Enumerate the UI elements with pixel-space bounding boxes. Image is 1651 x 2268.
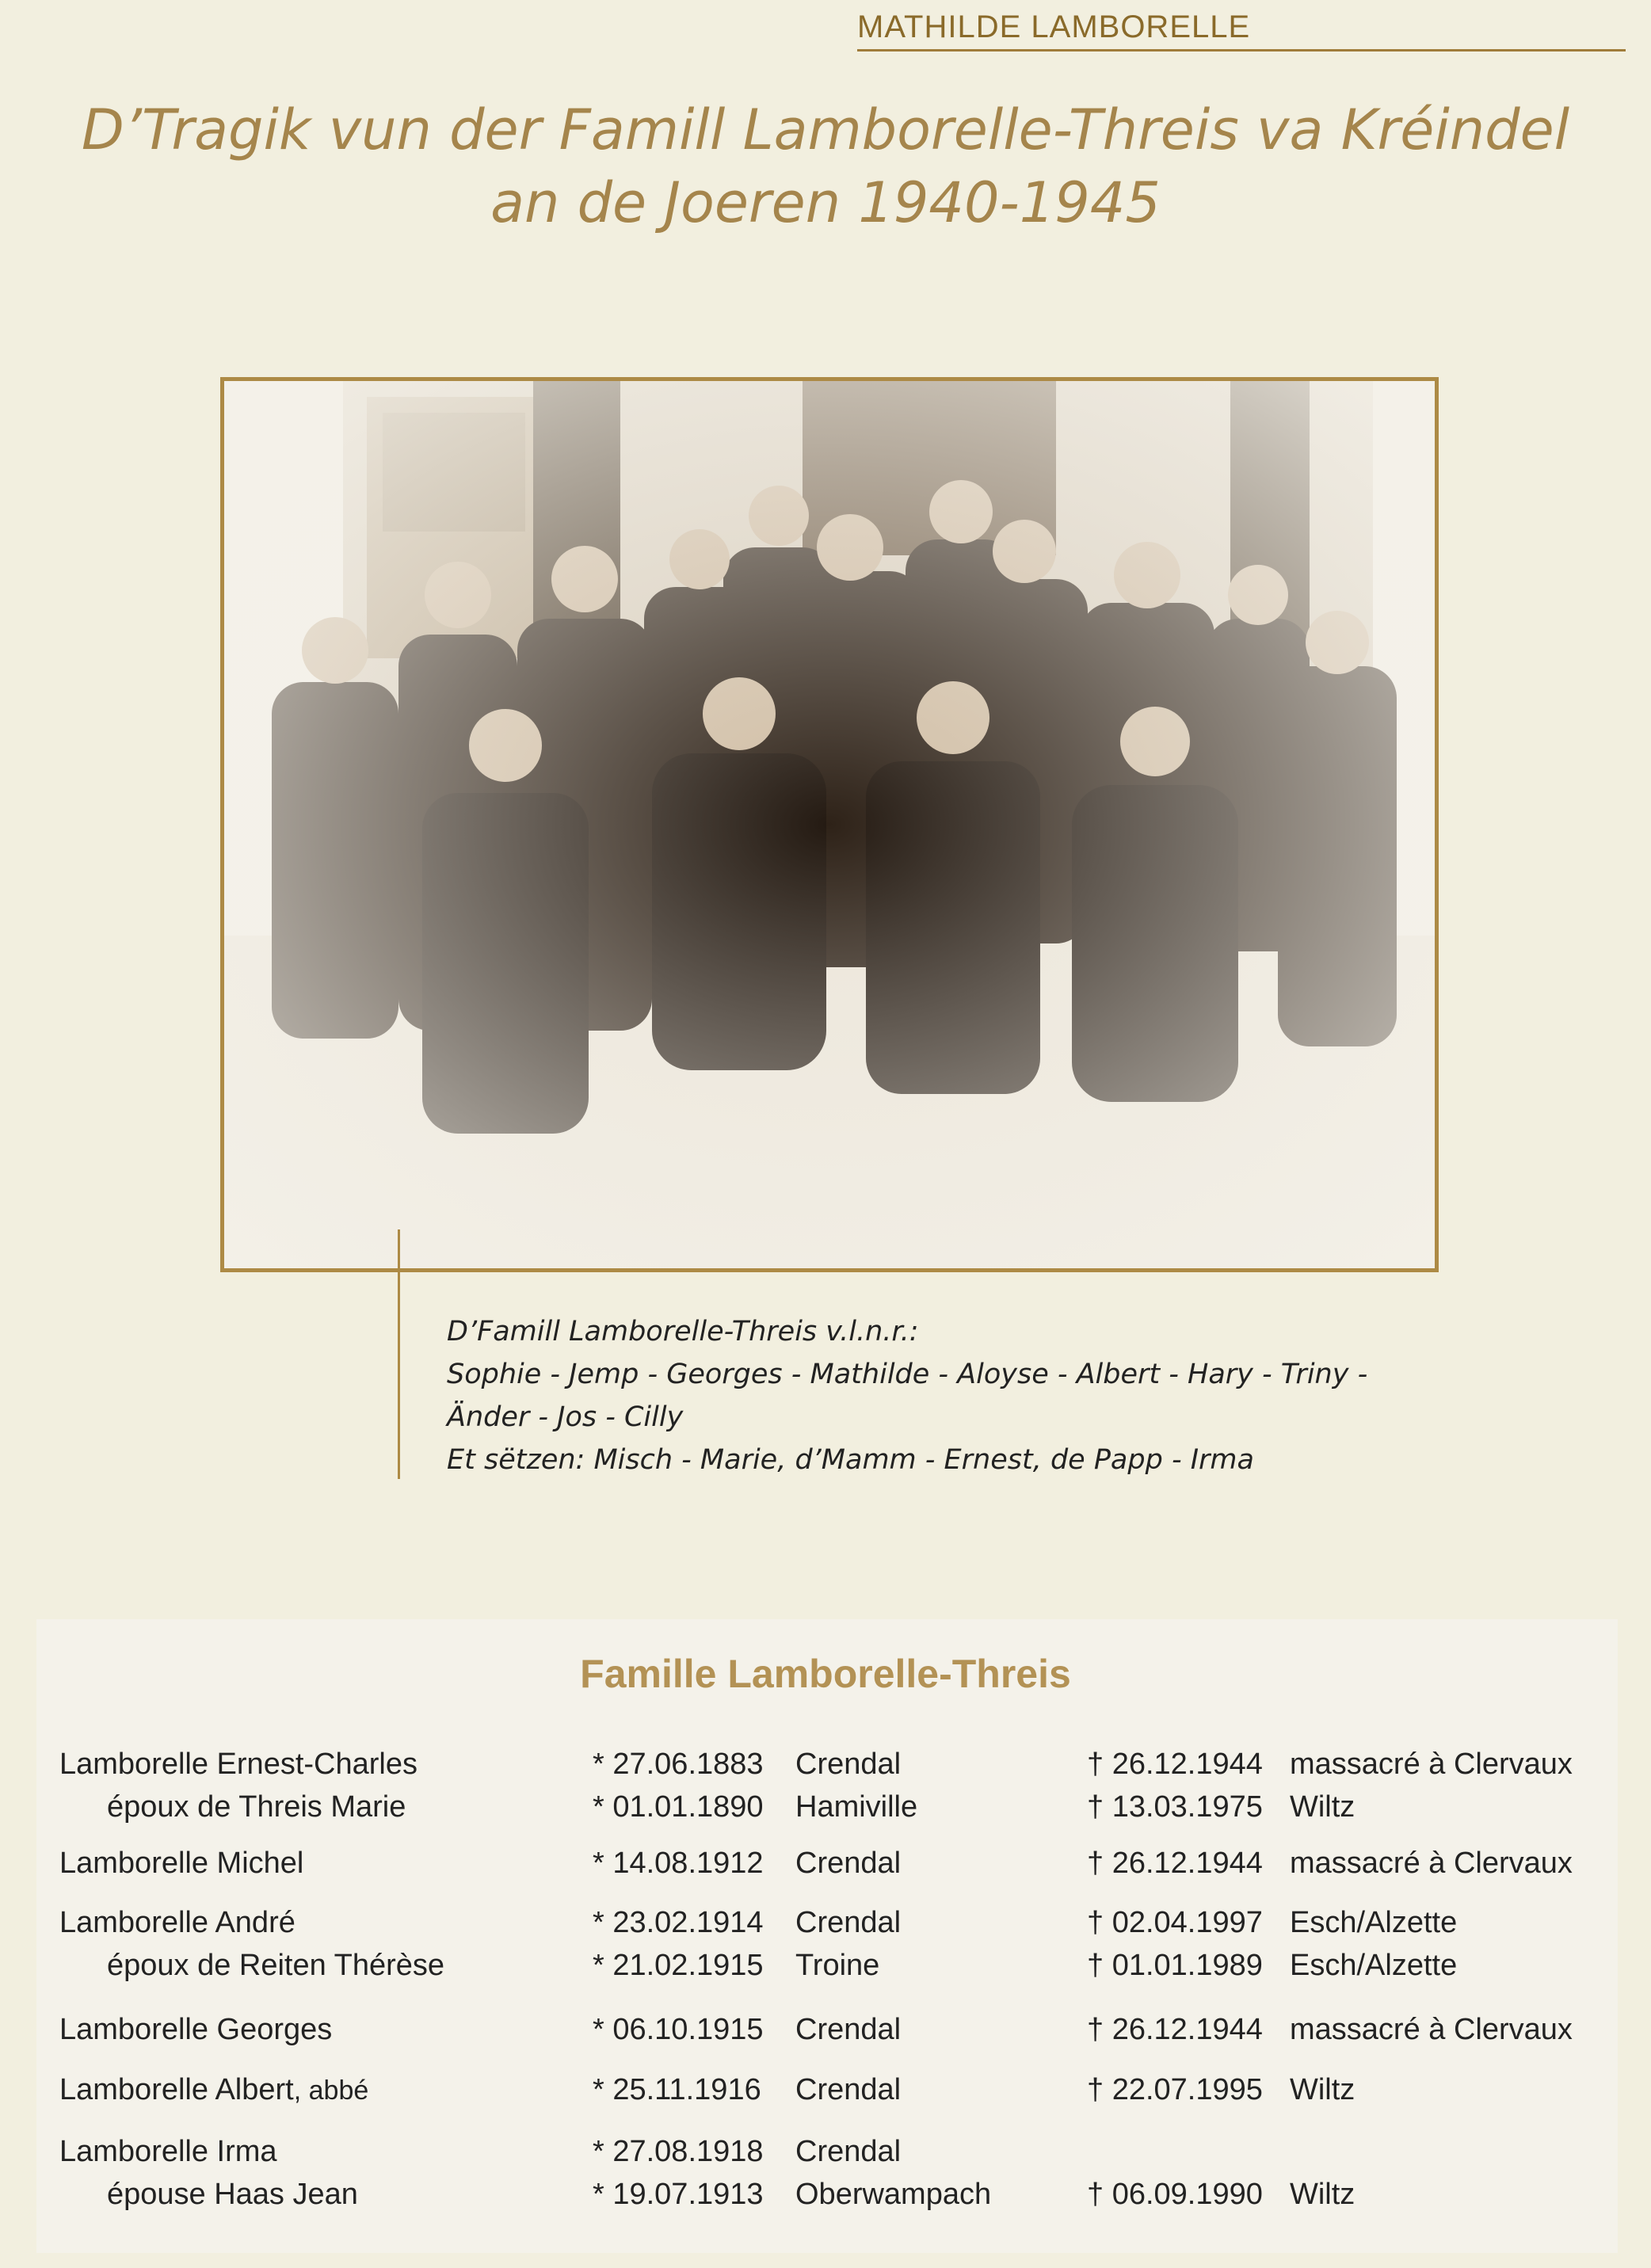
family-photo-image <box>224 381 1435 1268</box>
birth-place: Crendal <box>795 2073 902 2106</box>
table-row <box>0 2135 1651 2178</box>
birth-place: Crendal <box>795 1906 902 1939</box>
person-name: Lamborelle Michel <box>59 1847 304 1880</box>
death-place: Esch/Alzette <box>1290 1906 1458 1939</box>
person-name: épouse Haas Jean <box>107 2178 358 2211</box>
death-date: † 06.09.1990 <box>1087 2178 1263 2211</box>
birth-date: * 27.08.1918 <box>593 2135 764 2168</box>
death-place: massacré à Clervaux <box>1290 1847 1573 1880</box>
family-table-title: Famille Lamborelle-Threis <box>580 1652 1071 1696</box>
person-name: Lamborelle Ernest-Charles <box>59 1748 418 1781</box>
caption-line-4: Et sëtzen: Misch - Marie, d’Mamm - Ernest, de Papp - Irma <box>447 1444 1254 1476</box>
person-name: époux de Threis Marie <box>107 1790 406 1824</box>
family-photo <box>220 377 1439 1272</box>
article-title <box>63 93 1588 239</box>
table-row <box>0 1790 1651 1833</box>
caption-line-3: Änder - Jos - Cilly <box>447 1401 684 1433</box>
table-row <box>0 1847 1651 1889</box>
birth-place: Troine <box>795 1949 880 1982</box>
death-date: † 01.01.1989 <box>1087 1949 1263 1982</box>
death-place: massacré à Clervaux <box>1290 2013 1573 2046</box>
birth-date: * 23.02.1914 <box>593 1906 764 1939</box>
table-row <box>0 2073 1651 2116</box>
death-date: † 22.07.1995 <box>1087 2073 1263 2106</box>
person-name: Lamborelle André <box>59 1906 296 1939</box>
person-name: époux de Reiten Thérèse <box>107 1949 445 1982</box>
author-name: MATHILDE LAMBORELLE <box>857 5 1626 51</box>
caption-rule <box>398 1229 400 1479</box>
title-line-2: an de Joeren 1940-1945 <box>490 170 1161 235</box>
birth-place: Hamiville <box>795 1790 918 1824</box>
person-name: Lamborelle Georges <box>59 2013 333 2046</box>
person-name: Lamborelle Albert, abbé <box>59 2073 369 2106</box>
death-date: † 26.12.1944 <box>1087 1748 1263 1781</box>
photo-caption <box>447 1310 1477 1481</box>
person-name: Lamborelle Irma <box>59 2135 277 2168</box>
table-row <box>0 2013 1651 2056</box>
death-date: † 02.04.1997 <box>1087 1906 1263 1939</box>
caption-line-1: D’Famill Lamborelle-Threis v.l.n.r.: <box>447 1316 919 1347</box>
birth-place: Crendal <box>795 2135 902 2168</box>
table-row <box>0 1748 1651 1790</box>
caption-line-2: Sophie - Jemp - Georges - Mathilde - Aloyse - Albert - Hary - Triny - <box>447 1359 1368 1390</box>
table-row <box>0 1949 1651 1992</box>
birth-date: * 25.11.1916 <box>593 2073 761 2106</box>
birth-date: * 19.07.1913 <box>593 2178 764 2211</box>
birth-date: * 06.10.1915 <box>593 2013 764 2046</box>
birth-date: * 14.08.1912 <box>593 1847 764 1880</box>
birth-date: * 27.06.1883 <box>593 1748 764 1781</box>
title-line-1: D’Tragik vun der Famill Lamborelle-Threis va Kréindel <box>81 97 1570 162</box>
death-place: Wiltz <box>1290 2178 1355 2211</box>
birth-place: Crendal <box>795 1847 902 1880</box>
birth-place: Crendal <box>795 2013 902 2046</box>
birth-date: * 01.01.1890 <box>593 1790 764 1824</box>
table-row <box>0 2178 1651 2220</box>
death-date: † 26.12.1944 <box>1087 2013 1263 2046</box>
table-row <box>0 1906 1651 1949</box>
birth-date: * 21.02.1915 <box>593 1949 764 1982</box>
person-title: , abbé <box>293 2076 369 2106</box>
birth-place: Oberwampach <box>795 2178 992 2211</box>
death-place: Wiltz <box>1290 1790 1355 1824</box>
death-place: Esch/Alzette <box>1290 1949 1458 1982</box>
death-place: massacré à Clervaux <box>1290 1748 1573 1781</box>
death-date: † 26.12.1944 <box>1087 1847 1263 1880</box>
death-place: Wiltz <box>1290 2073 1355 2106</box>
death-date: † 13.03.1975 <box>1087 1790 1263 1824</box>
birth-place: Crendal <box>795 1748 902 1781</box>
